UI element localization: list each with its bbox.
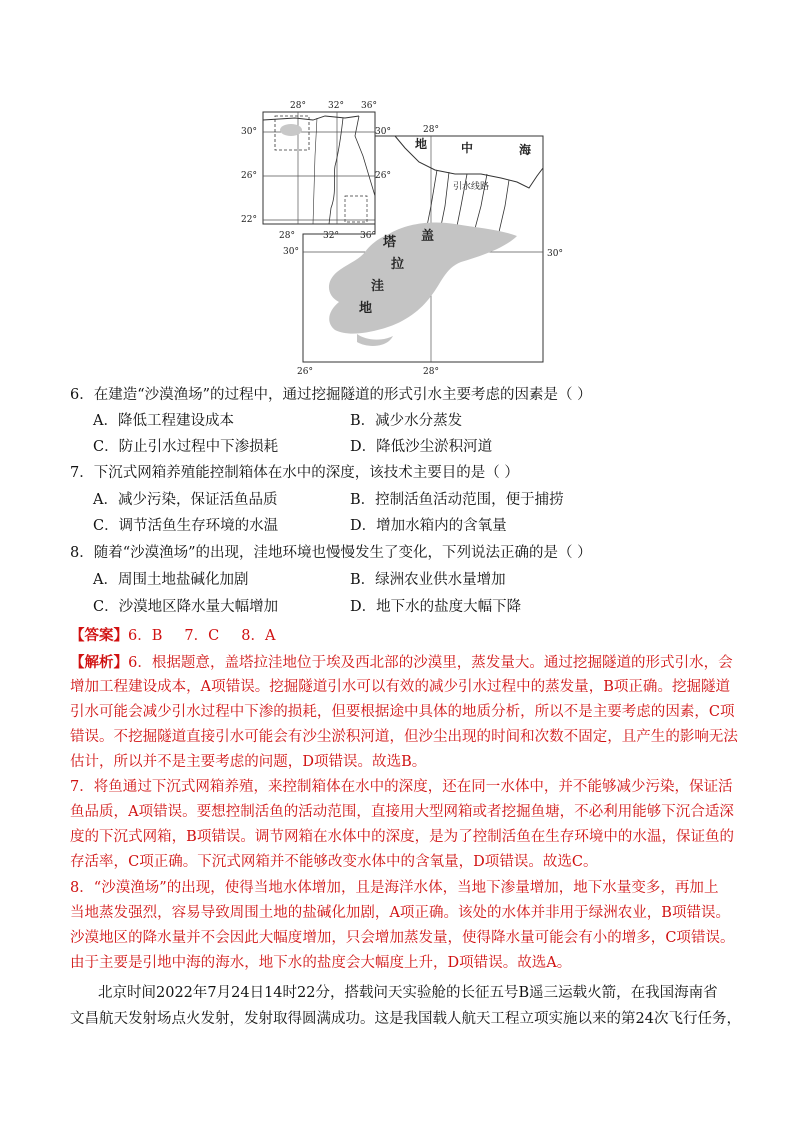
news-line: 北京时间2022年7月24日14时22分，搭载问天实验舱的长征五号B遥三运载火箭，在我国海南省: [98, 985, 718, 1001]
answer-line: [70, 626, 297, 646]
svg-text:32°: 32°: [328, 101, 344, 111]
svg-text:30°: 30°: [241, 127, 257, 137]
q6-option-b: B．减少水分蒸发: [350, 413, 463, 429]
q7-option-b: B．控制活鱼活动范围，便于捕捞: [350, 492, 564, 508]
svg-text:36°: 36°: [361, 101, 377, 111]
analysis-text: 度的下沉式网箱，B项错误。调节网箱在水体中的深度，是为了控制活鱼在生存环境中的水温，保证鱼的: [70, 829, 735, 845]
analysis-text: 当地蒸发强烈，容易导致周围土地的盐碱化加剧，A项正确。该处的水体并非用于绿洲农业，B项错误。: [70, 905, 731, 921]
analysis-q8: [70, 876, 735, 976]
q6-option-d: D．降低沙尘淤积河道: [350, 439, 493, 455]
q8-option-d: D．地下水的盐度大幅下降: [350, 599, 522, 615]
analysis-text: 鱼品质，A项错误。要想控制活鱼的活动范围，直接用大型网箱或者挖掘鱼塘，不必利用能够下沉合适深: [70, 804, 734, 820]
question-7-stem: 7．下沉式网箱养殖能控制箱体在水中的深度，该技术主要目的是（ ）: [70, 465, 519, 481]
analysis-text: 增加工程建设成本，A项错误。挖掘隧道引水可以有效的减少引水过程中的蒸发量，B项正确。挖掘隧道: [70, 679, 731, 695]
svg-text:30°: 30°: [283, 247, 299, 257]
q8-option-b: B．绿洲农业供水量增加: [350, 572, 506, 588]
inset-frame: [263, 112, 375, 224]
news-line: 文昌航天发射场点火发射，发射取得圆满成功。这是我国载人航天工程立项实施以来的第24次飞行任务，: [70, 1011, 741, 1027]
analysis-q6: [70, 650, 738, 775]
svg-text:26°: 26°: [297, 367, 313, 377]
q6-option-c: C．防止引水过程中下渗损耗: [93, 439, 279, 455]
q8-option-c: C．沙漠地区降水量大幅增加: [93, 599, 279, 615]
svg-text:地: 地: [415, 137, 428, 151]
analysis-tag: 【解析】: [70, 654, 129, 671]
svg-text:中: 中: [461, 141, 474, 155]
svg-text:拉: 拉: [391, 257, 405, 272]
svg-text:引水线路: 引水线路: [453, 182, 490, 192]
question-8-stem: 8．随着“沙漠渔场”的出现，洼地环境也慢慢发生了变化，下列说法正确的是（ ）: [70, 545, 592, 561]
answer-item: 6．B: [128, 628, 163, 644]
analysis-text: 错误。不挖掘隧道直接引水可能会有沙尘淤积河道，但沙尘出现的时间和次数不固定，且产生的影响无法: [70, 729, 738, 745]
svg-text:28°: 28°: [279, 231, 295, 241]
q8-option-a: A．周围土地盐碱化加剧: [93, 572, 249, 588]
question-6-stem: 6．在建造“沙漠渔场”的过程中，通过挖掘隧道的形式引水主要考虑的因素是（ ）: [70, 387, 592, 403]
analysis-text: 存活率，C项正确。下沉式网箱并不能够改变水体中的含氧量，D项错误。故选C。: [70, 854, 598, 870]
svg-text:盖: 盖: [421, 229, 435, 244]
svg-text:30°: 30°: [547, 249, 563, 259]
news-paragraph: [70, 980, 741, 1032]
svg-text:塔: 塔: [383, 235, 397, 250]
answer-item: 7．C: [184, 628, 220, 644]
svg-text:22°: 22°: [241, 215, 257, 225]
svg-text:28°: 28°: [290, 101, 306, 111]
svg-text:洼: 洼: [371, 279, 385, 294]
svg-text:地: 地: [359, 301, 373, 316]
analysis-q7: [70, 775, 735, 875]
q7-option-d: D．增加水箱内的含氧量: [350, 518, 507, 534]
svg-text:28°: 28°: [423, 367, 439, 377]
svg-text:26°: 26°: [375, 171, 391, 181]
svg-text:36°: 36°: [360, 231, 376, 241]
analysis-text: 估计，所以并不是主要考虑的问题，D项错误。故选B。: [70, 754, 427, 770]
svg-text:26°: 26°: [241, 171, 257, 181]
map-svg: [241, 96, 565, 377]
svg-text:32°: 32°: [323, 231, 339, 241]
analysis-text: 沙漠地区的降水量并不会因此大幅度增加，只会增加蒸发量，使得降水量可能会有小的增多，C项错误。: [70, 930, 735, 946]
analysis-text: 由于主要是引地中海的海水，地下水的盐度会大幅度上升，D项错误。故选A。: [70, 955, 572, 971]
svg-text:30°: 30°: [375, 127, 391, 137]
analysis-text: 7．将鱼通过下沉式网箱养殖，来控制箱体在水中的深度，还在同一水体中，并不能够减少污染，保证活: [70, 779, 733, 795]
q7-option-a: A．减少污染，保证活鱼品质: [93, 492, 278, 508]
q6-option-a: A．降低工程建设成本: [93, 413, 234, 429]
answer-item: 8．A: [241, 628, 276, 644]
analysis-text: 8．“沙漠渔场”的出现，使得当地水体增加，且是海洋水体，当地下渗量增加，地下水量变多，再加上: [70, 880, 719, 896]
q7-option-c: C．调节活鱼生存环境的水温: [93, 518, 279, 534]
answer-tag: 【答案】: [70, 627, 128, 644]
analysis-text: 6．根据题意，盖塔拉洼地位于埃及西北部的沙漠里，蒸发量大。通过挖掘隧道的形式引水，会: [128, 655, 733, 671]
qattara-depression-map: [241, 96, 565, 377]
svg-text:28°: 28°: [423, 125, 439, 135]
analysis-text: 引水可能会减少引水过程中下渗的损耗，但要根据途中具体的地质分析，所以不是主要考虑的因素，C项: [70, 704, 735, 720]
svg-text:海: 海: [519, 143, 532, 157]
